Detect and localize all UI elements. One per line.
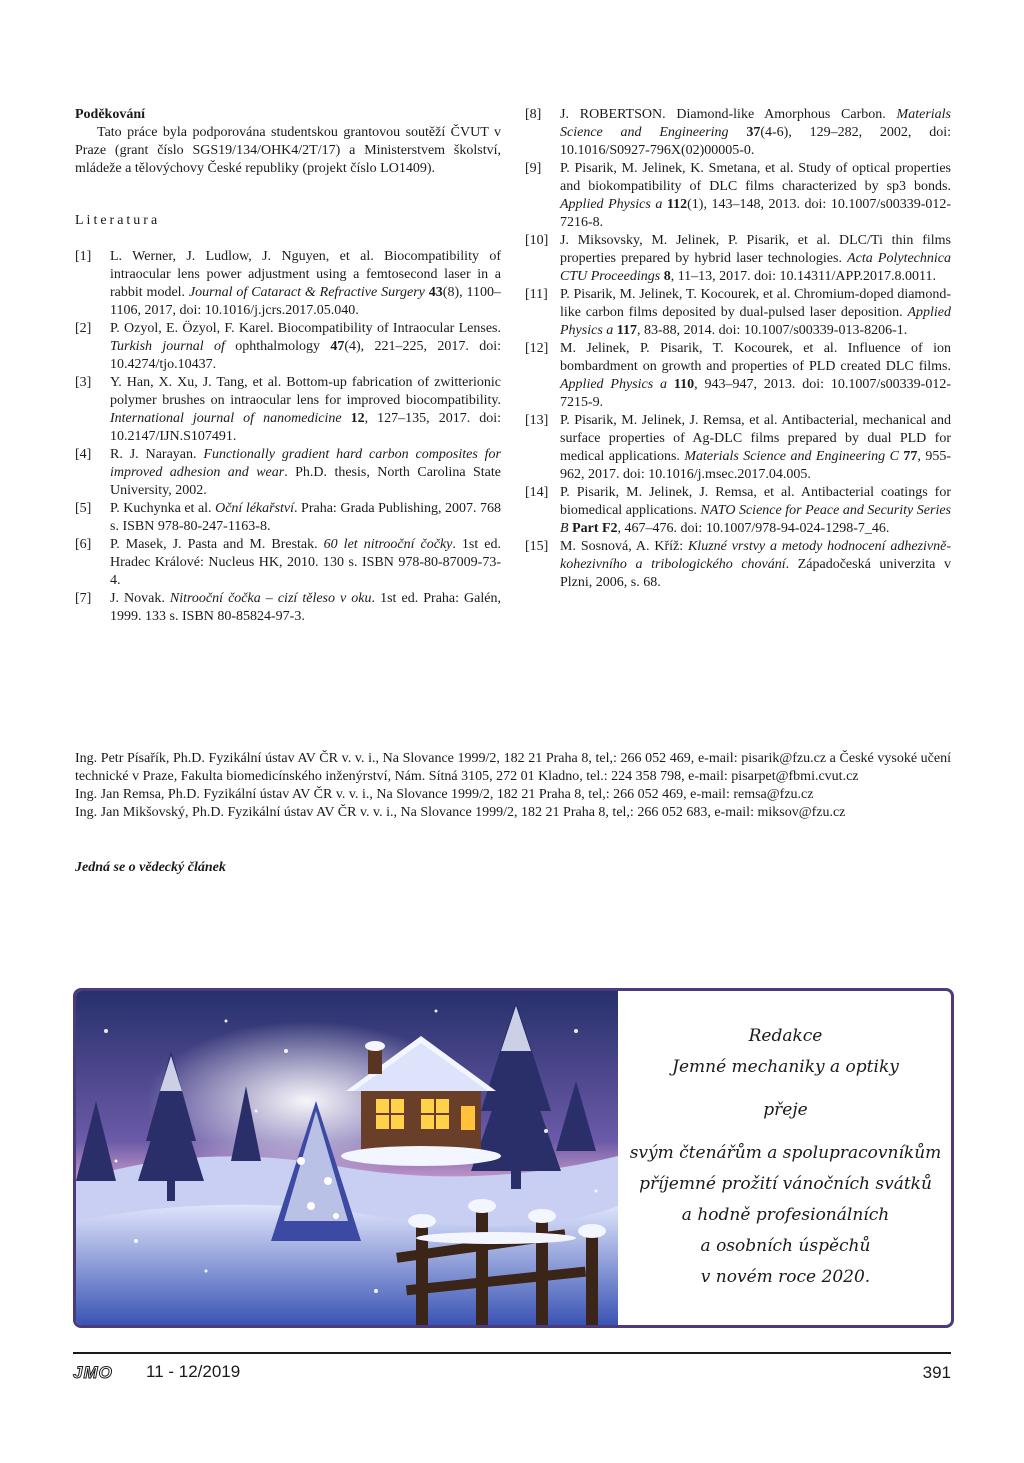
reference-item xyxy=(75,320,501,374)
reference-item xyxy=(75,374,501,446)
reference-text: P. Kuchynka et al. Oční lékařství. Praha: Grada Publishing, 2007. 768 s. ISBN 978-80-247-1163-8. xyxy=(110,501,502,534)
issue-number: 11 - 12/2019 xyxy=(146,1362,241,1381)
acknowledgement-title: Poděkování xyxy=(75,107,146,122)
reference-number: [10] xyxy=(525,233,549,248)
reference-number: [14] xyxy=(525,485,549,500)
page-number: 391 xyxy=(922,1363,951,1382)
reference-item xyxy=(525,538,951,592)
reference-number: [8] xyxy=(525,107,542,122)
reference-number: [12] xyxy=(525,341,549,356)
reference-text: J. Miksovsky, M. Jelinek, P. Pisarik, et al. DLC/Ti thin films properties prepared by hybrid laser technologies. Acta Polytechnica CTU Proceedings 8, 11–13, 2017. doi: 10.14311/APP.2017.8.0011. xyxy=(560,233,951,284)
reference-number: [9] xyxy=(525,161,542,176)
reference-number: [3] xyxy=(75,375,92,390)
reference-number: [4] xyxy=(75,447,92,462)
affiliation-pisarik: Ing. Petr Písařík, Ph.D. Fyzikální ústav AV ČR v. v. i., Na Slovance 1999/2, 182 21 Praha 8, tel,: 266 052 469, e-mail: pisarik@fzu.cz a České vysoké učení technické v Praze, Fakulta biomedicínského inženýrství, Nám. Sítná 3105, 272 01 Kladno, tel.: 224 358 798, e-mail: pisarpet@fbmi.cvut.cz xyxy=(75,751,951,784)
reference-text: Y. Han, X. Xu, J. Tang, et al. Bottom-up fabrication of zwitterionic polymer brushes on intraocular lens for improved biocompatibility. International journal of nanomedicine 12, 127–135, 2017. doi: 10.2147/IJN.S107491. xyxy=(110,375,502,444)
christmas-greeting-box xyxy=(73,988,954,1328)
reference-number: [6] xyxy=(75,537,92,552)
reference-item xyxy=(525,484,951,538)
reference-item xyxy=(525,106,951,160)
left-column xyxy=(75,106,501,626)
greeting-line-holidays: příjemné prožití vánočních svátků xyxy=(639,1174,932,1194)
greeting-line-readers: svým čtenářům a spolupracovníkům xyxy=(629,1143,942,1163)
affiliation-remsa: Ing. Jan Remsa, Ph.D. Fyzikální ústav AV ČR v. v. i., Na Slovance 1999/2, 182 21 Praha 8, tel,: 266 052 469, e-mail: remsa@fzu.cz xyxy=(75,787,814,802)
reference-number: [11] xyxy=(525,287,548,302)
greeting-line-personal: a osobních úspěchů xyxy=(700,1236,871,1256)
acknowledgement-text: Tato práce byla podporována studentskou grantovou soutěží ČVUT v Praze (grant číslo SGS19/134/OHK4/2T/17) a Ministerstvem školství, mládeže a tělovýchovy České republiky (projekt číslo LO1409). xyxy=(75,125,501,176)
greeting-text xyxy=(620,991,951,1325)
reference-item xyxy=(75,590,501,626)
reference-item xyxy=(75,446,501,500)
reference-text: P. Ozyol, E. Özyol, F. Karel. Biocompatibility of Intraocular Lenses. Turkish journal of ophthalmology 47(4), 221–225, 2017. doi: 10.4274/tjo.10437. xyxy=(110,321,501,372)
greeting-line-new-year: v novém roce 2020. xyxy=(700,1267,871,1287)
reference-list-right xyxy=(525,106,951,592)
greeting-line-journal: Jemné mechaniky a optiky xyxy=(672,1057,899,1077)
article-type-note: Jedná se o vědecký článek xyxy=(75,860,226,875)
reference-number: [1] xyxy=(75,249,92,264)
reference-item xyxy=(525,340,951,412)
literature-heading: Literatura xyxy=(75,213,161,228)
reference-text: P. Masek, J. Pasta and M. Brestak. 60 let nitrooční čočky. 1st ed. Hradec Králové: Nucleus HK, 2010. 130 s. ISBN 978-80-87009-73-4. xyxy=(110,537,501,588)
reference-text: M. Jelinek, P. Pisarik, T. Kocourek, et al. Influence of ion bombardment on growth and properties of PLD created DLC films. Applied Physics a 110, 943–947, 2013. doi: 10.1007/s00339-012-7215-9. xyxy=(560,341,951,410)
reference-text: L. Werner, J. Ludlow, J. Nguyen, et al. Biocompatibility of intraocular lens power adjustment using a femtosecond laser in a rabbit model. Journal of Cataract & Refractive Surgery 43(8), 1100–1106, 2017, doi: 10.1016/j.jcrs.2017.05.040. xyxy=(110,249,501,318)
reference-item xyxy=(525,160,951,232)
affiliation-miksovsky: Ing. Jan Mikšovský, Ph.D. Fyzikální ústav AV ČR v. v. i., Na Slovance 1999/2, 182 21 Praha 8, tel,: 266 052 683, e-mail: miksov@fzu.cz xyxy=(75,805,846,820)
reference-item xyxy=(525,232,951,286)
reference-number: [15] xyxy=(525,539,549,554)
winter-scene-illustration xyxy=(76,991,618,1325)
reference-item xyxy=(525,286,951,340)
reference-item xyxy=(75,536,501,590)
reference-text: R. J. Narayan. Functionally gradient hard carbon composites for improved adhesion and wear. Ph.D. thesis, North Carolina State University, 2002. xyxy=(110,447,501,498)
reference-text: P. Pisarik, M. Jelinek, J. Remsa, et al. Antibacterial, mechanical and surface properties of Ag-DLC films prepared by dual PLD for medical applications. Materials Science and Engineering C 77, 955-962, 2017. doi: 10.1016/j.msec.2017.04.005. xyxy=(560,413,951,482)
reference-item xyxy=(75,248,501,320)
reference-number: [5] xyxy=(75,501,92,516)
reference-item xyxy=(525,412,951,484)
author-affiliations xyxy=(75,750,951,822)
reference-text: J. ROBERTSON. Diamond-like Amorphous Carbon. Materials Science and Engineering 37(4-6), 129–282, 2002, doi: 10.1016/S0927-796X(02)00005-0. xyxy=(560,107,951,158)
greeting-line-wishes: přeje xyxy=(763,1100,808,1120)
reference-text: P. Pisarik, M. Jelinek, T. Kocourek, et al. Chromium-doped diamond-like carbon films deposited by dual-pulsed laser deposition. Applied Physics a 117, 83-88, 2014. doi: 10.1007/s00339-013-8206-1. xyxy=(560,287,951,338)
reference-item xyxy=(75,500,501,536)
reference-list-left xyxy=(75,248,501,626)
reference-number: [13] xyxy=(525,413,549,428)
journal-logo: JMO xyxy=(73,1363,113,1382)
footer-divider xyxy=(73,1352,951,1354)
reference-text: M. Sosnová, A. Kříž: Kluzné vrstvy a metody hodnocení adhezivně-kohezivního a tribologického chování. Západočeská univerzita v Plzni, 2006, s. 68. xyxy=(560,539,951,590)
greeting-line-professional: a hodně profesionálních xyxy=(681,1205,890,1225)
reference-number: [7] xyxy=(75,591,92,606)
reference-text: P. Pisarik, M. Jelinek, J. Remsa, et al. Antibacterial coatings for biomedical applications. NATO Science for Peace and Security Series B Part F2, 467–476. doi: 10.1007/978-94-024-1298-7_46. xyxy=(560,485,951,536)
right-column xyxy=(525,106,951,592)
reference-text: P. Pisarik, M. Jelinek, K. Smetana, et al. Study of optical properties and biokompatibility of DLC films characterized by sp3 bonds. Applied Physics a 112(1), 143–148, 2013. doi: 10.1007/s00339-012-7216-8. xyxy=(560,161,952,230)
reference-text: J. Novak. Nitrooční čočka – cizí těleso v oku. 1st ed. Praha: Galén, 1999. 133 s. ISBN 80-85824-97-3. xyxy=(110,591,501,624)
greeting-line-editorial: Redakce xyxy=(748,1026,823,1046)
reference-number: [2] xyxy=(75,321,92,336)
